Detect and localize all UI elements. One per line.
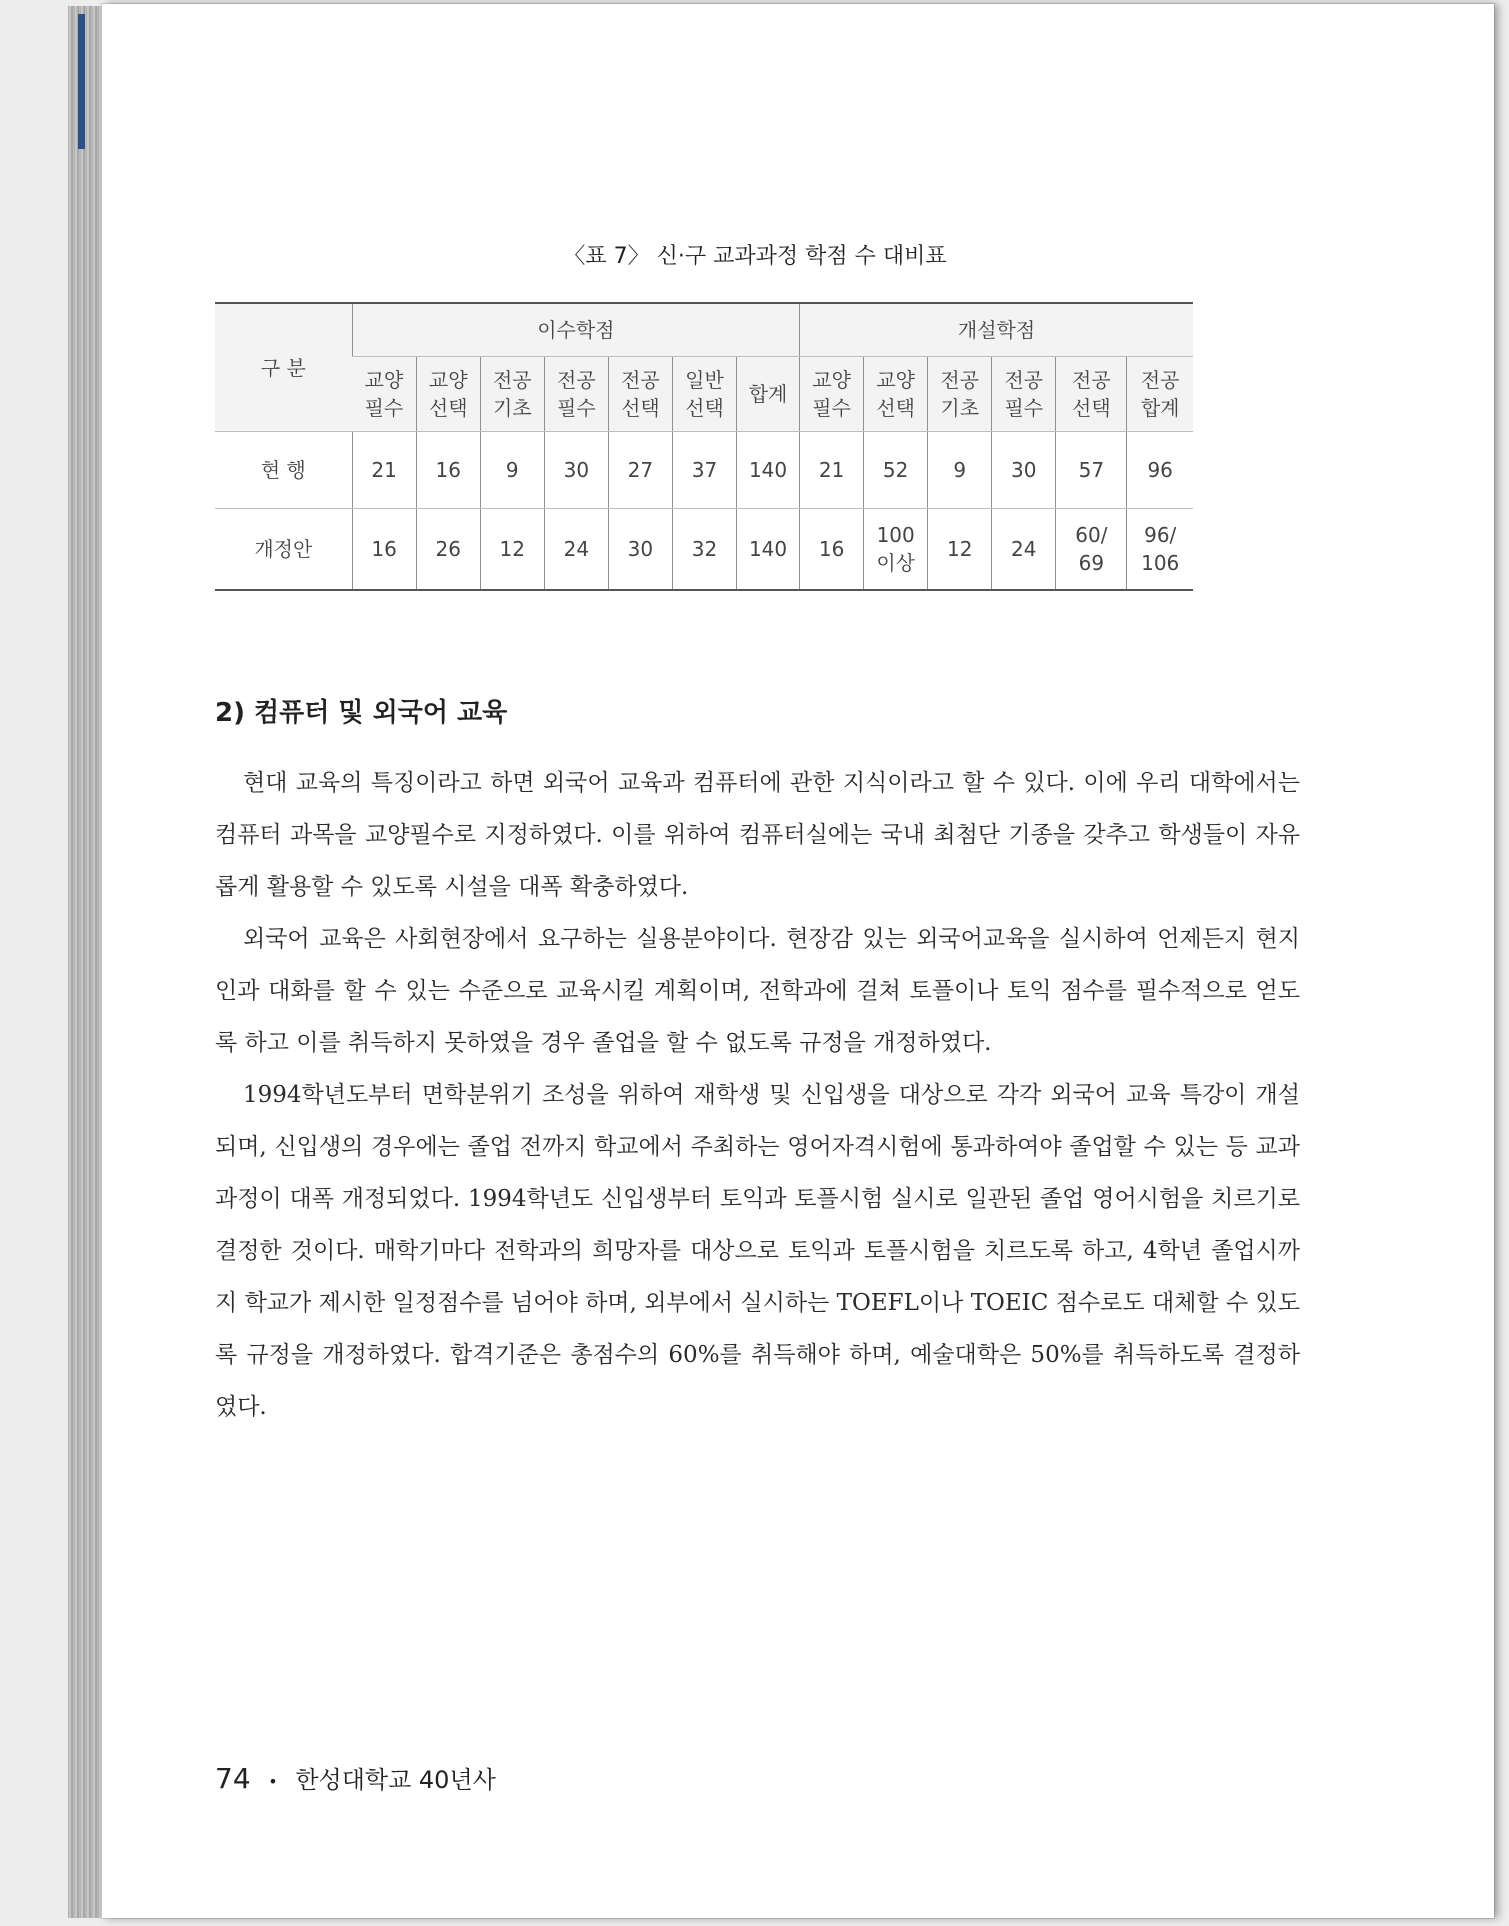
- column-header: [672, 357, 736, 432]
- cell-value: 이상: [876, 551, 915, 575]
- row-label: 현 행: [215, 432, 352, 509]
- column-header: [737, 357, 800, 432]
- cell-value: 96: [1147, 458, 1173, 482]
- cell-value: 60/: [1075, 523, 1108, 547]
- column-header-text: 필수: [557, 396, 596, 420]
- column-header: [416, 357, 480, 432]
- group-header-completed-credits: 이수학점: [352, 303, 799, 357]
- page-number: 74: [215, 1762, 251, 1795]
- table-cell: [352, 509, 416, 591]
- column-header-text: 합계: [1140, 396, 1180, 420]
- column-header-text: 선택: [876, 396, 915, 420]
- cell-value: 12: [499, 537, 525, 561]
- cell-value: 30: [627, 537, 654, 561]
- cell-value: 52: [882, 458, 909, 482]
- cell-value: 100: [876, 523, 915, 547]
- table-row: [215, 509, 1193, 591]
- table-cell: [672, 432, 736, 509]
- cell-value: 21: [371, 458, 397, 482]
- row-label: 개정안: [215, 509, 352, 591]
- body-text: [215, 757, 1300, 1433]
- table-cell: [992, 509, 1056, 591]
- column-header: [992, 357, 1056, 432]
- paragraph: 외국어 교육은 사회현장에서 요구하는 실용분야이다. 현장감 있는 외국어교육을 실시하여 언제든지 현지인과 대화를 할 수 있는 수준으로 교육시킬 계획이며, 전학과에 걸쳐 토플이나 토익 점수를 필수적으로 얻도록 하고 이를 취득하지 못하였을 경우 졸업을 할 수 없도록 규정을 개정하였다.: [215, 926, 1300, 1056]
- page-footer: [215, 1760, 496, 1795]
- cell-value: 9: [505, 458, 519, 482]
- spine-accent-stripe: [78, 14, 85, 149]
- group-header-offered-credits: 개설학점: [800, 303, 1193, 357]
- cell-value: 26: [435, 537, 461, 561]
- cell-value: 16: [818, 537, 845, 561]
- cell-value: 57: [1078, 458, 1105, 482]
- cell-value: 24: [1011, 537, 1037, 561]
- table-cell: [800, 432, 864, 509]
- table-caption: 〈표 7〉 신·구 교과과정 학점 수 대비표: [563, 244, 947, 269]
- cell-value: 69: [1078, 551, 1105, 575]
- section-heading: 2) 컴퓨터 및 외국어 교육: [215, 698, 508, 728]
- table-cell: [992, 432, 1056, 509]
- column-header-text: 교양: [812, 368, 851, 392]
- table-cell: [864, 432, 928, 509]
- cell-value: 16: [371, 537, 397, 561]
- cell-value: 12: [946, 537, 973, 561]
- cell-value: 96/: [1144, 523, 1177, 547]
- table-row: [215, 432, 1193, 509]
- column-header-text: 일반: [685, 368, 724, 392]
- row-header-cell: 구 분: [215, 303, 352, 432]
- column-header-text: 선택: [621, 396, 660, 420]
- column-header-text: 전공: [492, 368, 532, 392]
- cell-value: 32: [691, 537, 718, 561]
- column-header: [352, 357, 416, 432]
- table-cell: [544, 432, 608, 509]
- column-header-text: 필수: [812, 396, 851, 420]
- table-cell: [1056, 509, 1127, 591]
- column-header-text: 선택: [685, 396, 724, 420]
- column-header-text: 전공: [557, 368, 596, 392]
- table-body: [215, 432, 1193, 591]
- column-header-text: 합계: [748, 382, 788, 406]
- cell-value: 9: [953, 458, 967, 482]
- table-cell: [608, 432, 672, 509]
- table-cell: [1127, 432, 1193, 509]
- table-cell: [672, 509, 736, 591]
- cell-value: 16: [435, 458, 461, 482]
- column-header: [800, 357, 864, 432]
- table-cell: [864, 509, 928, 591]
- book-title: 한성대학교 40년사: [295, 1766, 496, 1794]
- credit-comparison-table: [215, 302, 1193, 591]
- column-header-text: 전공: [1004, 368, 1044, 392]
- column-header-text: 필수: [1004, 396, 1044, 420]
- column-header-text: 선택: [1072, 396, 1111, 420]
- table-cell: [737, 509, 800, 591]
- table-cell: [352, 432, 416, 509]
- column-header: [608, 357, 672, 432]
- table-cell: [480, 432, 544, 509]
- column-header-text: 선택: [428, 396, 468, 420]
- column-header-text: 기초: [492, 396, 532, 420]
- column-header-text: 전공: [621, 368, 660, 392]
- column-header-text: 전공: [1072, 368, 1111, 392]
- table-cell: [800, 509, 864, 591]
- column-header-text: 교양: [428, 368, 468, 392]
- table-cell: [737, 432, 800, 509]
- subheader-row: [215, 357, 1193, 432]
- paragraph: 1994학년도부터 면학분위기 조성을 위하여 재학생 및 신입생을 대상으로 각각 외국어 교육 특강이 개설되며, 신입생의 경우에는 졸업 전까지 학교에서 주최하는 영어자격시험에 통과하여야 졸업할 수 있는 등 교과과정이 대폭 개정되었다. 1994학년도 신입생부터 토익과 토플시험 실시로 일관된 졸업 영어시험을 치르기로 결정한 것이다. 매학기마다 전학과의 희망자를 대상으로 토익과 토플시험을 치르도록 하고, 4학년 졸업시까지 학교가 제시한 일정점수를 넘어야 하며, 외부에서 실시하는 TOEFL이나 TOEIC 점수로도 대체할 수 있도록 규정을 개정하였다. 합격기준은 총점수의 60%를 취득해야 하며, 예술대학은 50%를 취득하도록 결정하였다.: [215, 1082, 1300, 1420]
- cell-value: 140: [748, 458, 788, 482]
- cell-value: 24: [563, 537, 590, 561]
- column-header: [928, 357, 992, 432]
- table-cell: [928, 509, 992, 591]
- column-header: [544, 357, 608, 432]
- table-cell: [608, 509, 672, 591]
- cell-value: 140: [748, 537, 788, 561]
- table-cell: [1127, 509, 1193, 591]
- table-cell: [416, 432, 480, 509]
- table-cell: [480, 509, 544, 591]
- column-header-text: 전공: [1140, 368, 1180, 392]
- column-header: [864, 357, 928, 432]
- cell-value: 30: [563, 458, 590, 482]
- cell-value: 30: [1011, 458, 1037, 482]
- column-header-text: 전공: [940, 368, 980, 392]
- column-header-text: 교양: [876, 368, 915, 392]
- table-cell: [416, 509, 480, 591]
- column-header-text: 필수: [364, 396, 404, 420]
- cell-value: 37: [691, 458, 718, 482]
- table-cell: [928, 432, 992, 509]
- cell-value: 27: [627, 458, 654, 482]
- table-cell: [544, 509, 608, 591]
- cell-value: 106: [1141, 551, 1180, 575]
- column-header-text: 교양: [364, 368, 404, 392]
- footer-separator: •: [268, 1771, 278, 1791]
- column-header: [480, 357, 544, 432]
- column-header: [1056, 357, 1127, 432]
- table-cell: [1056, 432, 1127, 509]
- column-header: [1127, 357, 1193, 432]
- cell-value: 21: [818, 458, 845, 482]
- paragraph: 현대 교육의 특징이라고 하면 외국어 교육과 컴퓨터에 관한 지식이라고 할 수 있다. 이에 우리 대학에서는 컴퓨터 과목을 교양필수로 지정하였다. 이를 위하여 컴퓨터실에는 국내 최첨단 기종을 갖추고 학생들이 자유롭게 활용할 수 있도록 시설을 대폭 확충하였다.: [215, 770, 1300, 900]
- column-header-text: 기초: [940, 396, 980, 420]
